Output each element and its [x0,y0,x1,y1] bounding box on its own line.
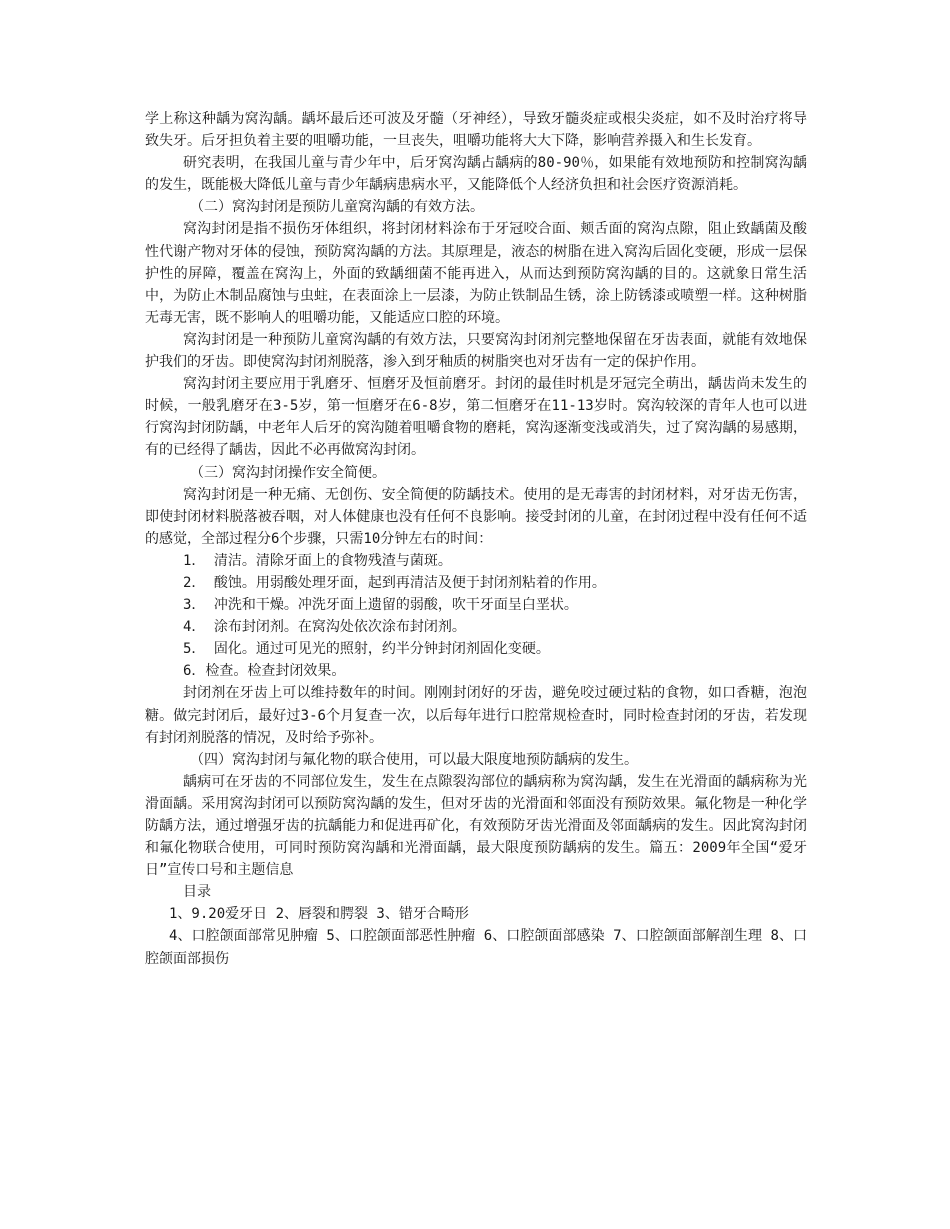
step-list-item: 6．检查。检查封闭效果。 [183,663,346,680]
paragraph: 窝沟封闭主要应用于乳磨牙、恒磨牙及恒前磨牙。封闭的最佳时机是牙冠完全萌出，龋齿尚未发生的时候，一般乳磨牙在3-5岁，第一恒磨牙在6-8岁，第二恒磨牙在11-13岁时。窝沟较深的青年人也可以进行窝沟封闭防龋，中老年人后牙的窝沟随着咀嚼食物的磨耗，窝沟逐渐变浅或消失，过了窝沟龋的易感期，有的已经得了龋齿，因此不必再做窝沟封闭。 [145,376,807,459]
toc-line: 1、9.20爱牙日 2、唇裂和腭裂 3、错牙合畸形 [169,906,469,923]
paragraph: 龋病可在牙齿的不同部位发生，发生在点隙裂沟部位的龋病称为窝沟龋，发生在光滑面的龋病称为光滑面龋。采用窝沟封闭可以预防窝沟龋的发生，但对牙齿的光滑面和邻面没有预防效果。氟化物是一种化学防龋方法，通过增强牙齿的抗龋能力和促进再矿化，有效预防牙齿光滑面及邻面龋病的发生。因此窝沟封闭和氟化物联合使用，可同时预防窝沟龋和光滑面龋，最大限度预防龋病的发生。篇五：2009年全国“爱牙日”宣传口号和主题信息 [145,773,807,879]
paragraph: 学上称这种龋为窝沟龋。龋坏最后还可波及牙髓（牙神经），导致牙髓炎症或根尖炎症，如不及时治疗将导致失牙。后牙担负着主要的咀嚼功能，一旦丧失，咀嚼功能将大大下降，影响营养摄入和生长发育。 [145,111,807,150]
paragraph: 封闭剂在牙齿上可以维持数年的时间。刚刚封闭好的牙齿，避免咬过硬过粘的食物，如口香糖，泡泡糖。做完封闭后，最好过3-6个月复查一次，以后每年进行口腔常规检查时，同时检查封闭的牙齿，若发现有封闭剂脱落的情况，及时给予弥补。 [145,685,807,746]
section-heading: （三）窝沟封闭操作安全简便。 [190,464,386,481]
toc-line: 4、口腔颌面部常见肿瘤 5、口腔颌面部恶性肿瘤 6、口腔颌面部感染 7、口腔颌面部解剖生理 8、口腔颌面部损伤 [145,928,807,967]
step-list-item: 3． 冲洗和干燥。冲洗牙面上遗留的弱酸，吹干牙面呈白垩状。 [183,597,578,614]
step-list-item: 5． 固化。通过可见光的照射，约半分钟封闭剂固化变硬。 [183,641,550,658]
paragraph: 窝沟封闭是一种无痛、无创伤、安全简便的防龋技术。使用的是无毒害的封闭材料，对牙齿无伤害，即使封闭材料脱落被吞咽，对人体健康也没有任何不良影响。接受封闭的儿童，在封闭过程中没有任何不适的感觉，全部过程分6个步骤，只需10分钟左右的时间： [145,486,807,547]
section-heading: （四）窝沟封闭与氟化物的联合使用，可以最大限度地预防龋病的发生。 [190,751,638,768]
paragraph: 窝沟封闭是一种预防儿童窝沟龋的有效方法，只要窝沟封闭剂完整地保留在牙齿表面，就能有效地保护我们的牙齿。即使窝沟封闭剂脱落，渗入到牙釉质的树脂突也对牙齿有一定的保护作用。 [145,331,807,371]
step-list-item: 4． 涂布封闭剂。在窝沟处依次涂布封闭剂。 [183,619,466,636]
step-list-item: 2． 酸蚀。用弱酸处理牙面，起到再清洁及便于封闭剂粘着的作用。 [183,574,606,591]
paragraph: 窝沟封闭是指不损伤牙体组织，将封闭材料涂布于牙冠咬合面、颊舌面的窝沟点隙，阻止致龋菌及酸性代谢产物对牙体的侵蚀，预防窝沟龋的方法。其原理是，液态的树脂在进入窝沟后固化变硬，形成一层保护性的屏障，覆盖在窝沟上，外面的致龋细菌不能再进入，从而达到预防窝沟龋的目的。这就象日常生活中，为防止木制品腐蚀与虫蛀，在表面涂上一层漆，为防止铁制品生锈，涂上防锈漆或喷塑一样。这种树脂无毒无害，既不影响人的咀嚼功能，又能适应口腔的环境。 [145,221,807,326]
section-heading: （二）窝沟封闭是预防儿童窝沟龋的有效方法。 [190,199,484,216]
toc-title: 目录 [183,884,211,901]
step-list-item: 1． 清洁。清除牙面上的食物残渣与菌斑。 [183,552,452,569]
paragraph: 研究表明，在我国儿童与青少年中，后牙窝沟龋占龋病的80-90％，如果能有效地预防和控制窝沟龋的发生，既能极大降低儿童与青少年龋病患病水平，又能降低个人经济负担和社会医疗资源消耗。 [145,155,807,194]
document-body [145,108,807,970]
